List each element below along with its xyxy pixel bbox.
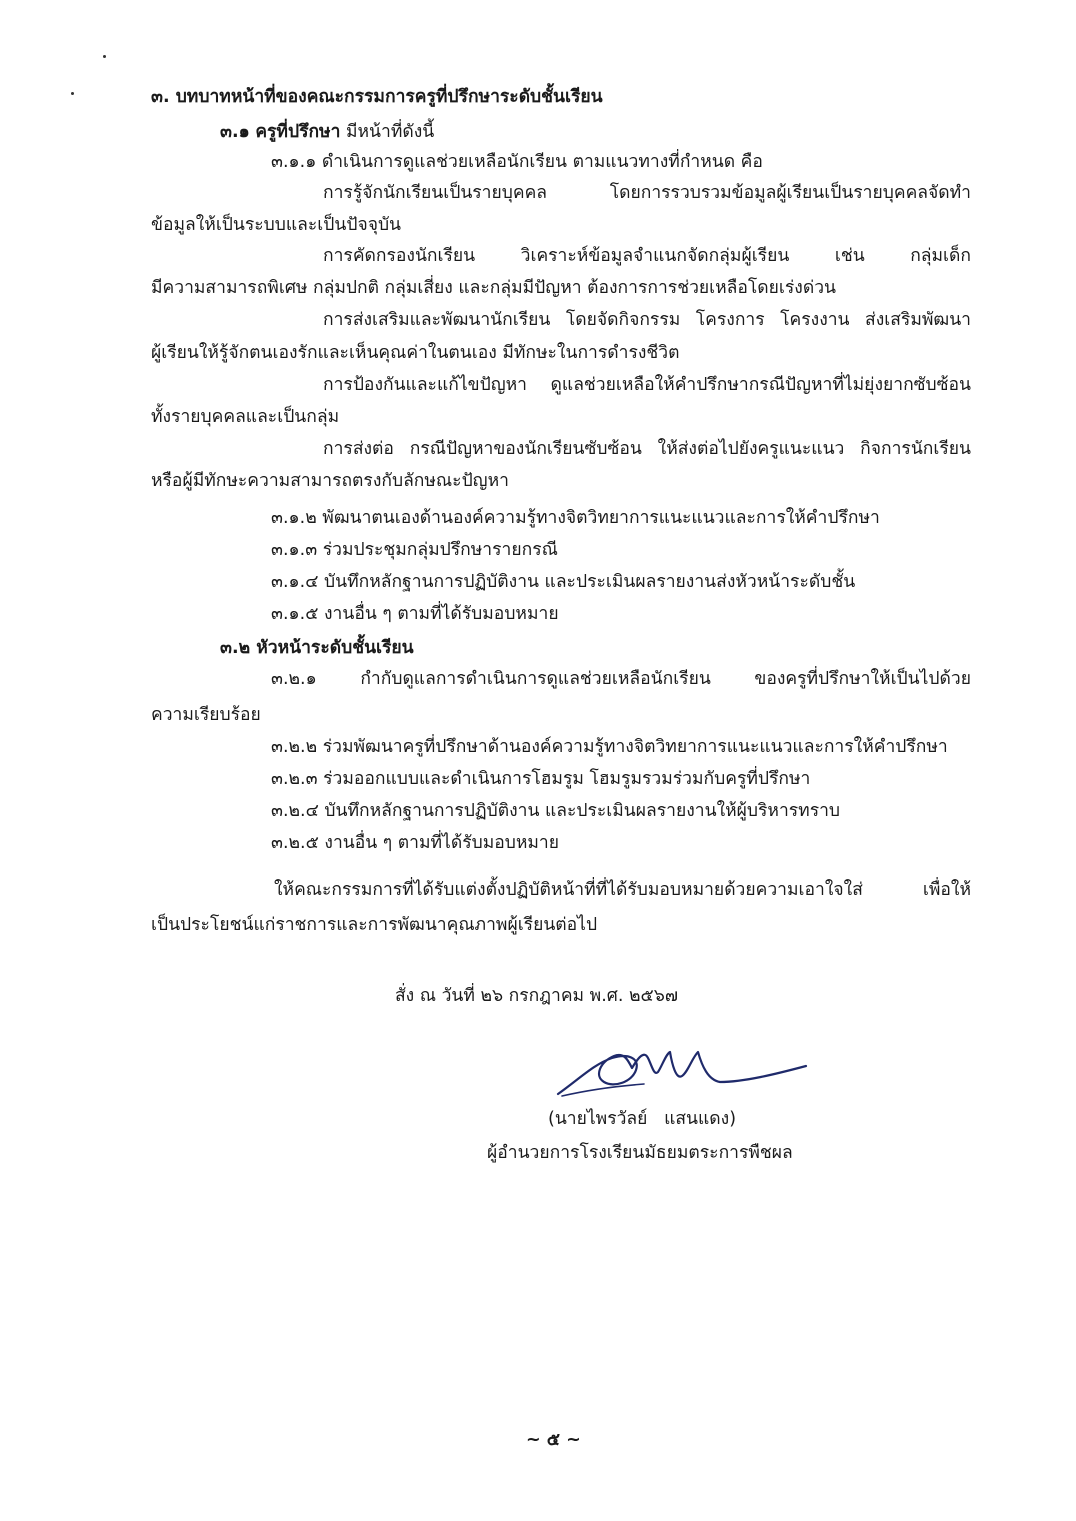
paragraph-line: หรือผู้มีทักษะความสามารถตรงกับลักษณะปัญหา <box>151 471 509 491</box>
item-3-2-5: ๓.๒.๕ งานอื่น ๆ ตามที่ได้รับมอบหมาย <box>271 833 560 853</box>
paragraph-line: การส่งต่อ กรณีปัญหาของนักเรียนซับซ้อน ให้ส่งต่อไปยังครูแนะแนว กิจการนักเรียน <box>323 439 971 459</box>
item-3-1-4: ๓.๑.๔ บันทึกหลักฐานการปฏิบัติงาน และประเมินผลรายงานส่งหัวหน้าระดับชั้น <box>271 572 856 592</box>
item-3-1-2: ๓.๑.๒ พัฒนาตนเองด้านองค์ความรู้ทางจิตวิทยาการแนะแนวและการให้คำปรึกษา <box>271 508 880 528</box>
item-3-1-1: ๓.๑.๑ ดำเนินการดูแลช่วยเหลือนักเรียน ตามแนวทางที่กำหนด คือ <box>271 152 763 172</box>
order-date: สั่ง ณ วันที่ ๒๖ กรกฎาคม พ.ศ. ๒๕๖๗ <box>395 986 679 1006</box>
paragraph-line: ทั้งรายบุคคลและเป็นกลุ่ม <box>151 407 340 427</box>
paragraph-line: การคัดกรองนักเรียน วิเคราะห์ข้อมูลจำแนกจัดกลุ่มผู้เรียน เช่น กลุ่มเด็ก <box>323 246 971 266</box>
item-3-2-1-continued: ความเรียบร้อย <box>151 705 261 725</box>
subsection-number: ๓.๑ <box>220 122 250 142</box>
item-3-2-3: ๓.๒.๓ ร่วมออกแบบและดำเนินการโฮมรูม โฮมรูมรวมร่วมกับครูที่ปรึกษา <box>271 769 811 789</box>
signature <box>548 1036 812 1108</box>
subsection-heading-3-1 <box>220 120 434 144</box>
item-3-2-1: ๓.๒.๑ กำกับดูแลการดำเนินการดูแลช่วยเหลือนักเรียน ของครูที่ปรึกษาให้เป็นไปด้วย <box>271 669 971 689</box>
closing-paragraph-continued: เป็นประโยชน์แก่ราชการและการพัฒนาคุณภาพผู้เรียนต่อไป <box>151 915 598 935</box>
item-3-2-2: ๓.๒.๒ ร่วมพัฒนาครูที่ปรึกษาด้านองค์ความรู้ทางจิตวิทยาการแนะแนวและการให้คำปรึกษา <box>271 737 948 757</box>
item-3-1-5: ๓.๑.๕ งานอื่น ๆ ตามที่ได้รับมอบหมาย <box>271 604 559 624</box>
subsection-title-rest: มีหน้าที่ดังนี้ <box>340 122 435 142</box>
paragraph-line: การป้องกันและแก้ไขปัญหา ดูแลช่วยเหลือให้คำปรึกษากรณีปัญหาที่ไม่ยุ่งยากซับซ้อน <box>323 375 971 395</box>
paragraph-line: ผู้เรียนให้รู้จักตนเองรักและเห็นคุณค่าในตนเอง มีทักษะในการดำรงชีวิต <box>151 343 680 363</box>
section-title: ๓. บทบาทหน้าที่ของคณะกรรมการครูที่ปรึกษาระดับชั้นเรียน <box>151 87 603 107</box>
item-3-2-4: ๓.๒.๔ บันทึกหลักฐานการปฏิบัติงาน และประเมินผลรายงานให้ผู้บริหารทราบ <box>271 801 841 821</box>
paragraph-line: ข้อมูลให้เป็นระบบและเป็นปัจจุบัน <box>151 215 402 235</box>
closing-paragraph: ให้คณะกรรมการที่ได้รับแต่งตั้งปฏิบัติหน้าที่ที่ได้รับมอบหมายด้วยความเอาใจใส่ เพื่อให้ <box>274 880 971 900</box>
item-3-1-3: ๓.๑.๓ ร่วมประชุมกลุ่มปรึกษารายกรณี <box>271 540 558 560</box>
signer-position: ผู้อำนวยการโรงเรียนมัธยมตระการพืชผล <box>487 1143 793 1163</box>
scan-speck <box>103 55 106 58</box>
paragraph-line: มีความสามารถพิเศษ กลุ่มปกติ กลุ่มเสี่ยง และกลุ่มมีปัญหา ต้องการการช่วยเหลือโดยเร่งด่วน <box>151 278 836 298</box>
paragraph-line: การส่งเสริมและพัฒนานักเรียน โดยจัดกิจกรรม โครงการ โครงงาน ส่งเสริมพัฒนา <box>323 310 971 330</box>
signer-name: (นายไพรวัลย์ แสนแดง) <box>548 1109 737 1129</box>
page-number: ~ ๕ ~ <box>526 1430 581 1450</box>
paragraph-line: การรู้จักนักเรียนเป็นรายบุคคล โดยการรวบรวมข้อมูลผู้เรียนเป็นรายบุคคลจัดทำ <box>323 183 971 203</box>
scan-speck <box>71 92 74 95</box>
subsection-title: ครูที่ปรึกษา <box>255 122 341 142</box>
subsection-heading-3-2: ๓.๒ หัวหน้าระดับชั้นเรียน <box>220 638 414 658</box>
